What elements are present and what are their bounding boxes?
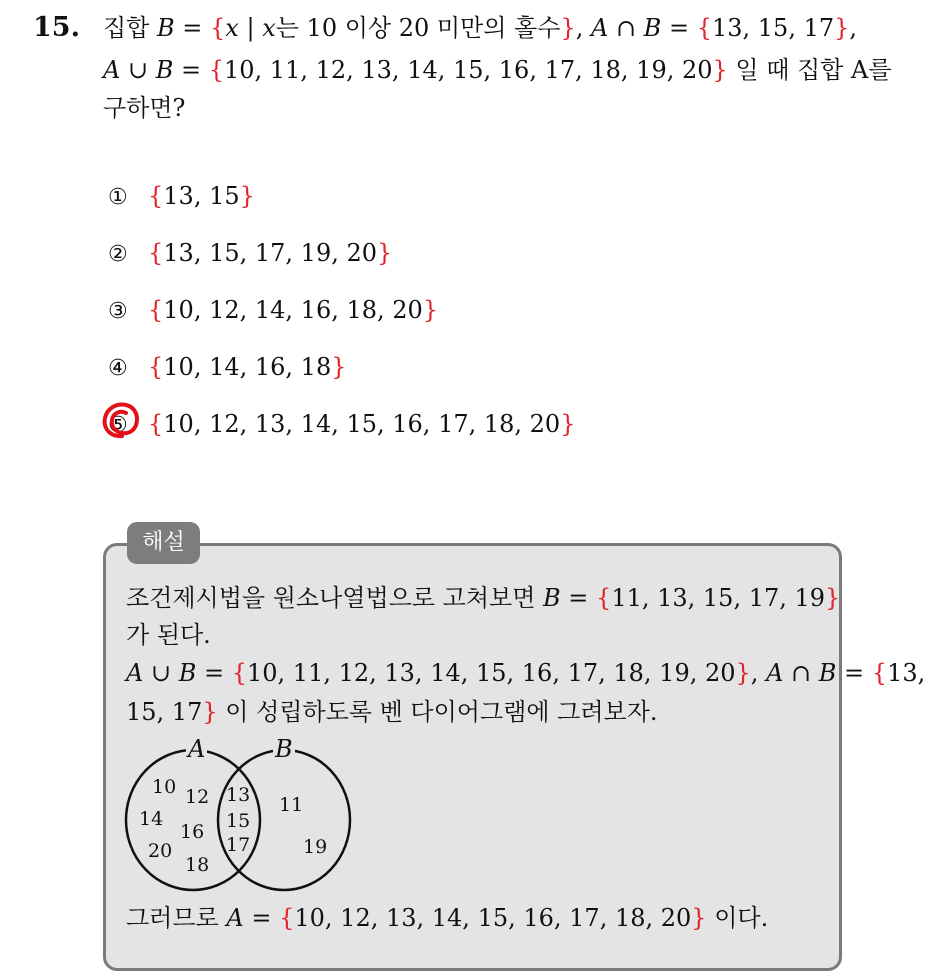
option-mark: ⑤ <box>108 413 128 438</box>
option-5[interactable]: ⑤ {10, 12, 13, 14, 15, 16, 17, 18, 20} <box>108 408 575 442</box>
option-mark: ③ <box>108 299 128 324</box>
question-line-1: 집합 B = {x | x는 10 이상 20 미만의 홀수}, A ∩ B = {13, 15, 17}, <box>103 14 858 42</box>
venn-only-a-item: 16 <box>180 821 205 843</box>
question-line-3: 구하면? <box>103 94 186 122</box>
option-mark: ② <box>108 242 128 267</box>
option-mark: ① <box>108 185 128 210</box>
venn-both-item: 17 <box>226 834 251 856</box>
option-4[interactable]: ④ {10, 14, 16, 18} <box>108 351 347 385</box>
venn-diagram <box>118 735 368 895</box>
option-1[interactable]: ① {13, 15} <box>108 180 255 214</box>
venn-only-b-item: 11 <box>279 794 304 816</box>
venn-only-a-item: 12 <box>185 786 210 808</box>
venn-both-item: 13 <box>226 784 251 806</box>
solution-conclusion: 그러므로 A = {10, 12, 13, 14, 15, 16, 17, 18, 20} 이다. <box>126 904 769 932</box>
venn-only-a-item: 14 <box>139 808 164 830</box>
venn-only-a-item: 20 <box>148 840 173 862</box>
venn-only-b-item: 19 <box>303 836 328 858</box>
option-mark: ④ <box>108 356 128 381</box>
venn-only-a-item: 10 <box>152 776 177 798</box>
answer-circle-icon <box>101 400 141 440</box>
solution-line-4: 15, 17} 이 성립하도록 벤 다이어그램에 그려보자. <box>126 698 658 726</box>
option-3[interactable]: ③ {10, 12, 14, 16, 18, 20} <box>108 294 438 328</box>
venn-only-a-item: 18 <box>185 854 210 876</box>
solution-tag: 해설 <box>127 522 200 564</box>
question-number: 15. <box>33 12 80 43</box>
solution-line-2: 가 된다. <box>126 621 211 649</box>
question-line-2: A ∪ B = {10, 11, 12, 13, 14, 15, 16, 17, 18, 19, 20} 일 때 집합 A를 <box>103 56 892 84</box>
venn-label-b: B <box>275 735 293 763</box>
venn-label-a: A <box>188 735 206 763</box>
option-2[interactable]: ② {13, 15, 17, 19, 20} <box>108 237 392 271</box>
venn-both-item: 15 <box>226 810 251 832</box>
solution-line-3: A ∪ B = {10, 11, 12, 13, 14, 15, 16, 17, 18, 19, 20}, A ∩ B = {13, <box>126 659 925 687</box>
solution-line-1: 조건제시법을 원소나열법으로 고쳐보면 B = {11, 13, 15, 17, 19} <box>126 584 841 612</box>
